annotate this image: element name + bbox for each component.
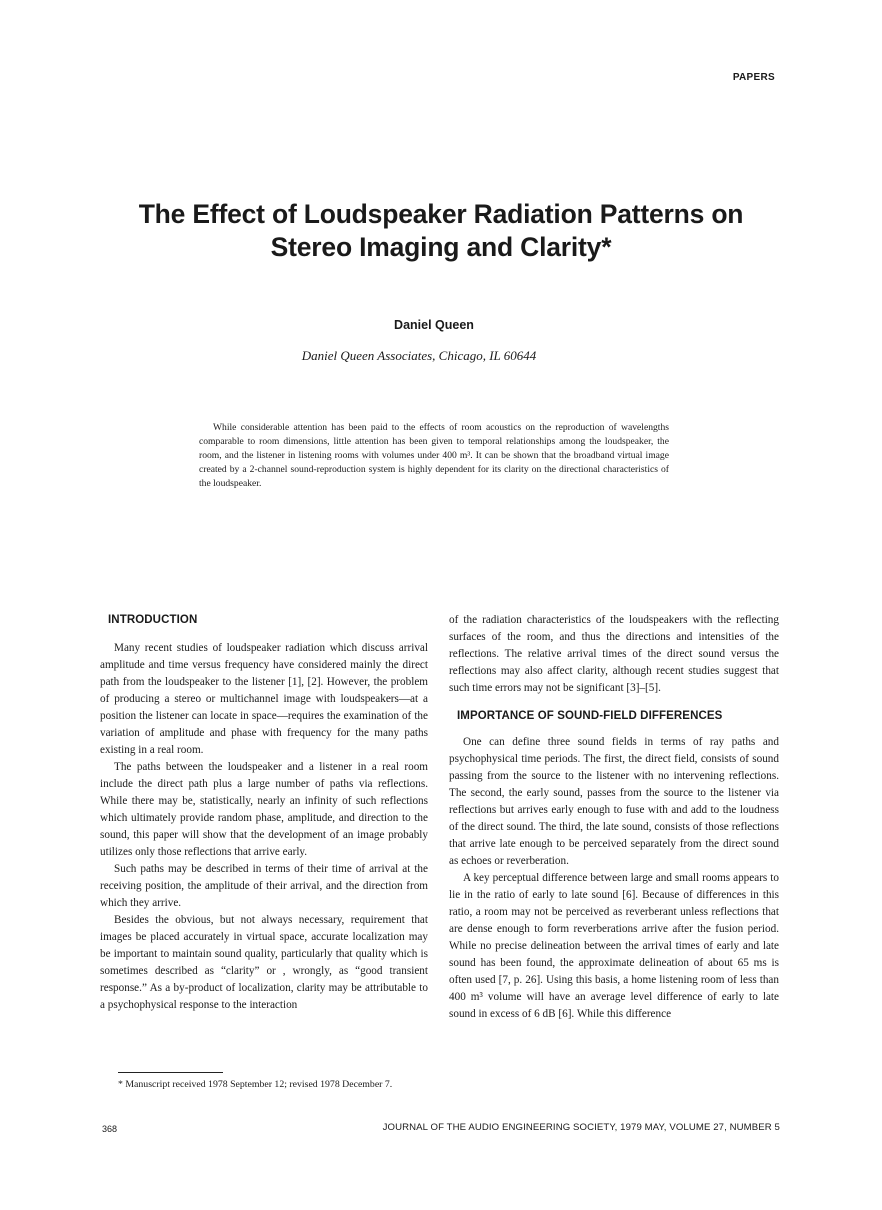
paragraph: A key perceptual difference between large and small rooms appears to lie in the ratio of early to late sound [6]. Because of differences in this ratio, a room may not be perceived as reverberant unless reflections that are dense enough to form reverberations arrive after the fusion period. While no precise delineation between the arrival times of early and late sound has been found, the approximate delineation of about 65 ms is often used [7, p. 26]. Using this basis, a home listening room of less than 400 m³ volume will have an average level difference of early to late sound in excess of 6 dB [6]. While this difference <box>449 872 779 1020</box>
paragraph: One can define three sound fields in terms of ray paths and psychophysical time periods. The first, the direct field, consists of sound passing from the source to the listener with no intervening reflections. The second, the early sound, passes from the source to the listener via reflections but arrives early enough to fuse with and add to the loudness of the direct sound. The third, the late sound, consists of those reflections that arrive late enough to be perceived separately from the direct sound as echoes or reverberation. <box>449 736 779 867</box>
abstract <box>199 421 669 491</box>
page-number: 368 <box>102 1124 118 1134</box>
title-line-1: The Effect of Loudspeaker Radiation Patterns on <box>138 199 744 229</box>
author-affiliation: Daniel Queen Associates, Chicago, IL 60644 <box>301 348 537 363</box>
footnote-divider <box>118 1072 223 1073</box>
left-column <box>100 612 428 1014</box>
section-heading-sound-field: IMPORTANCE OF SOUND-FIELD DIFFERENCES <box>457 710 723 722</box>
running-header: PAPERS <box>732 72 775 83</box>
abstract-text: While considerable attention has been paid to the effects of room acoustics on the reproduction of wavelengths comparable to room dimensions, little attention has been given to temporal relationships among the loudspeaker, the room, and the listener in listening rooms with volumes under 400 m³. It can be shown that the broadband virtual image created by a 2-channel sound-reproduction system is highly dependent for its clarity on the directional characteristics of the loudspeaker. <box>199 422 669 489</box>
paper-title <box>0 198 882 264</box>
title-line-2: Stereo Imaging and Clarity* <box>270 232 612 262</box>
paragraph: Many recent studies of loudspeaker radiation which discuss arrival amplitude and time versus frequency have considered mainly the direct path from the loudspeaker to the listener [1], [2]. However, the problem of producing a stereo or multichannel image with loudspeakers—at a position the listener can locate in space—requires the examination of the variation of amplitude and phase with frequency for the many paths existing in a real room. <box>100 642 428 756</box>
paragraph: The paths between the loudspeaker and a listener in a real room include the direct path plus a large number of paths via reflections. While there may be, statistically, nearly an infinity of such reflections which ultimately provide random phase, amplitude, and direction to the sound, this paper will show that the development of an image probably utilizes only those reflections that arrive early. <box>100 761 428 858</box>
paragraph-continuation: of the radiation characteristics of the loudspeakers with the reflecting surfaces of the room, and thus the directions and intensities of the reflections. The relative arrival times of the direct sound versus the reflections may also affect clarity, although recent studies suggest that such time errors may not be significant [3]–[5]. <box>449 614 779 694</box>
right-column <box>449 612 779 1023</box>
paragraph: Besides the obvious, but not always necessary, requirement that images be placed accurately in virtual space, accurate localization may be important to maintain sound quality, particularly that quality which is sometimes described as “clarity” or , wrongly, as “good transient response.” As a by-product of localization, clarity may be attributable to a psychophysical response to the interaction <box>100 914 428 1011</box>
journal-citation: JOURNAL OF THE AUDIO ENGINEERING SOCIETY, 1979 MAY, VOLUME 27, NUMBER 5 <box>382 1122 780 1133</box>
footnote: * Manuscript received 1978 September 12; revised 1978 December 7. <box>118 1079 393 1090</box>
paragraph: Such paths may be described in terms of their time of arrival at the receiving position, the amplitude of their arrival, and the direction from which they arrive. <box>100 863 428 909</box>
section-heading-introduction: INTRODUCTION <box>108 614 198 626</box>
author-name: Daniel Queen <box>394 318 474 332</box>
